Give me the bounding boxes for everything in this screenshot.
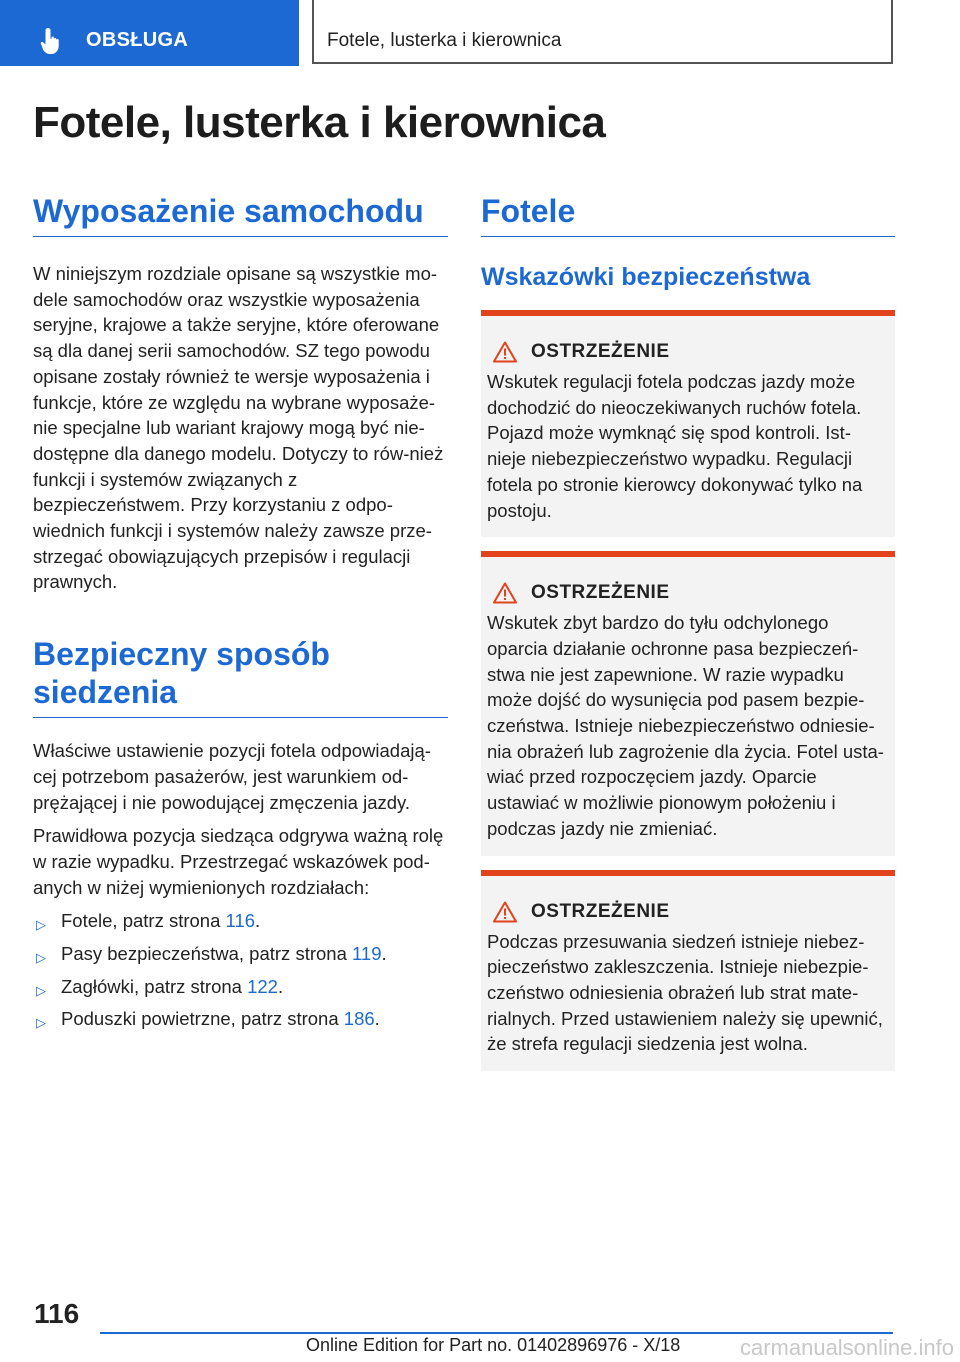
list-item: ▷ Poduszki powietrzne, patrz strona 186. [33,1006,448,1032]
footer-divider [100,1332,893,1334]
list-item: ▷ Fotele, patrz strona 116. [33,908,448,934]
warning-text: Wskutek zbyt bardzo do tyłu odchylonego oparcia działanie ochronne pasa bezpieczeń-stwa nie jest zapewnione. W razie wypadku może dojść do wysunięcia pod pasem bezpie-czeństwa. Istnieje niebezpieczeństwo odniesie-nia obrażeń lub zagrożenie dla życia. Fotel usta-wiać przed rozpoczęciem jazdy. Oparcie ustawiać w możliwie pionowym położeniu i podczas jazdy nie zmieniać. [487,612,884,839]
page-title: Fotele, lusterka i kierownica [33,98,606,147]
seating-heading [33,635,448,718]
watermark: carmanualsonline.info [739,1335,954,1360]
safety-subheading: Wskazówki bezpieczeństwa [481,263,811,291]
triangle-bullet-icon: ▷ [36,1015,46,1031]
edition-note: Online Edition for Part no. 01402896976 - X/18 [306,1335,681,1355]
list-item: ▷ Pasy bezpieczeństwa, patrz strona 119. [33,941,448,967]
reference-list [33,908,448,1032]
triangle-bullet-icon: ▷ [36,950,46,966]
equipment-text: W niniejszym rozdziale opisane są wszystkie mo-dele samochodów oraz wszystkie wyposażenia seryjne, krajowe a także seryjne, które oferowane są dla danej serii samochodów. SZ tego powodu opisane zostały również te wersje wyposażenia i funkcje, które ze względu na wybrane wyposaże-nie specjalne lub wariant krajowy mogą być nie-dostępne dla danego modelu. Dotyczy to rów-nież funkcji i systemów związanych z bezpieczeństwem. Przy korzystaniu z odpo-wiednich funkcji i systemów należy zawsze prze-strzegać obowiązujących przepisów i regulacji prawnych. [33,263,444,593]
seating-heading-line2: siedzenia [33,674,178,711]
section-label: OBSŁUGA [86,29,189,51]
triangle-bullet-icon: ▷ [36,917,46,933]
warning-text: Wskutek regulacji fotela podczas jazdy może dochodzić do nieoczekiwanych ruchów fotela. Pojazd może wymknąć się spod kontroli. Ist-nieje niebezpieczeństwo wypadku. Regulacji fotela po stronie kierowcy dokonywać tylko na postoju. [487,371,863,521]
page-link[interactable]: 119 [352,943,382,965]
warning-triangle-icon [493,901,517,923]
warning-triangle-icon [493,582,517,604]
warning-box [481,870,895,1072]
seating-para-1: Właściwe ustawienie pozycji fotela odpowiadają-cej potrzebom pasażerów, jest warunkiem od-prężającej i nie powodującej zmęczenia jazdy. [33,740,431,813]
warning-box [481,551,895,855]
warning-triangle-icon [493,341,517,363]
page-link[interactable]: 116 [225,910,256,932]
section-tab[interactable] [0,0,299,66]
hand-pointer-icon [38,26,68,56]
page-number: 116 [34,1298,80,1329]
left-column [33,192,448,1039]
warning-title: OSTRZEŻENIE [531,341,670,362]
warning-box [481,310,895,537]
warning-text: Podczas przesuwania siedzeń istnieje niebez-pieczeństwo zakleszczenia. Istnieje niebezpie-czeństwo odniesienia obrażeń lub strat mate-rialnych. Przed ustawieniem należy się upewnić, że strefa regulacji siedzenia jest wolna. [487,930,883,1055]
triangle-bullet-icon: ▷ [36,982,46,998]
seating-heading-line1: Bezpieczny sposób [33,636,330,673]
warning-title: OSTRZEŻENIE [531,582,670,604]
breadcrumb [312,0,893,64]
list-item: ▷ Zagłówki, patrz strona 122. [33,974,448,1000]
page-link[interactable]: 186 [343,1008,375,1030]
seating-para-2: Prawidłowa pozycja siedząca odgrywa ważną rolę w razie wypadku. Przestrzegać wskazówek pod-anych w niżej wymienionych rozdziałach: [33,825,444,898]
page-link[interactable]: 122 [247,975,278,997]
warning-title: OSTRZEŻENIE [531,900,670,922]
seats-heading: Fotele [481,192,895,237]
equipment-heading: Wyposażenie samochodu [33,192,448,237]
right-column [481,192,895,1085]
breadcrumb-text: Fotele, lusterka i kierownica [327,30,562,51]
